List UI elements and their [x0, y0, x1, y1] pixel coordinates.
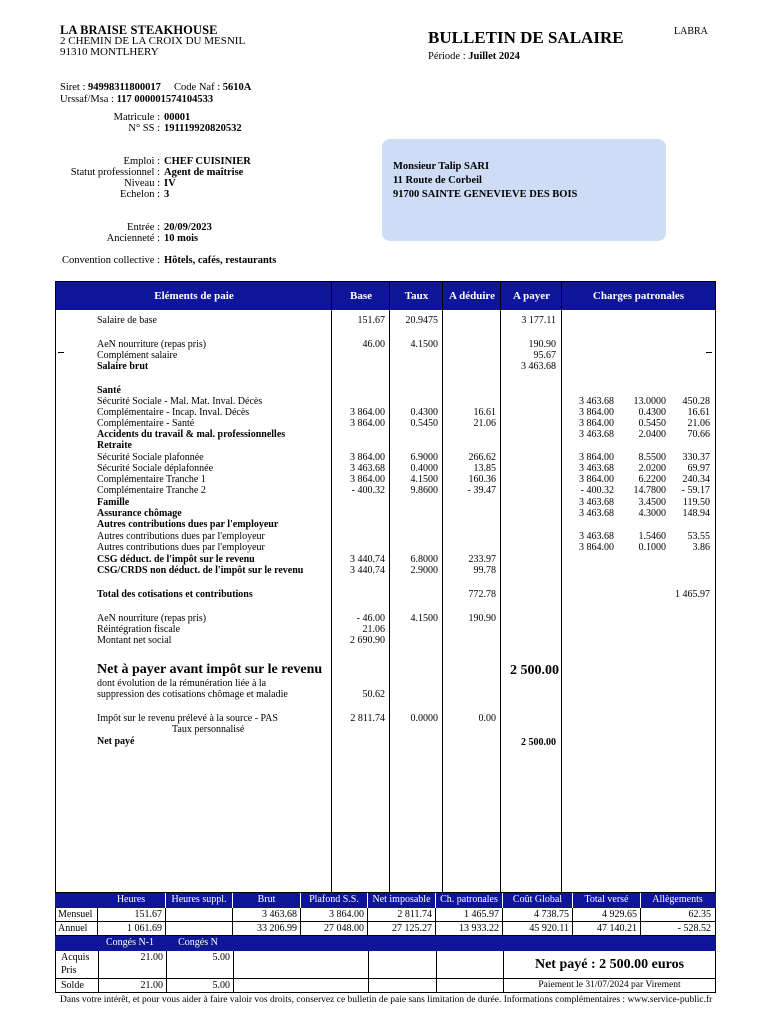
matricule-value: 00001	[164, 112, 191, 123]
mensuel-cell	[165, 908, 232, 921]
matricule-row	[0, 112, 190, 123]
row-patronal-montant: - 59.17	[681, 485, 710, 496]
row-label: Salaire brut	[97, 361, 149, 372]
mensuel-cell: 62.35	[640, 908, 714, 921]
summary-header-cell: Heures suppl.	[165, 893, 232, 908]
row-patronal-taux: 0.4300	[638, 407, 666, 418]
row-patronal-montant: 69.97	[687, 463, 710, 474]
col-divider	[389, 282, 390, 892]
net-paye-label: Net payé	[97, 736, 135, 747]
empty-cell	[233, 951, 368, 978]
empty-cell	[436, 979, 503, 992]
annuel-cell: 1 061.69	[97, 922, 165, 935]
mensuel-cell: 4 738.75	[502, 908, 572, 921]
row-patronal-taux: 2.0400	[638, 429, 666, 440]
summary-header	[55, 893, 716, 908]
row-patronal-base: 3 864.00	[579, 452, 614, 463]
row-base: 46.00	[362, 339, 385, 350]
annuel-cell: 27 048.00	[300, 922, 367, 935]
row-taux: 0.4000	[410, 463, 438, 474]
header-elements: Eléments de paie	[154, 290, 234, 302]
row-label: Complémentaire Tranche 1	[97, 474, 206, 485]
row-patronal-montant: 119.50	[682, 497, 710, 508]
row-patronal-taux: 0.1000	[638, 542, 666, 553]
period-label: Période :	[428, 51, 466, 62]
emploi-row	[0, 156, 251, 167]
row-label: Autres contributions dues par l'employeur	[97, 531, 265, 542]
summary-header-cell: Ch. patronales	[435, 893, 502, 908]
annuel-cell: - 528.52	[640, 922, 714, 935]
niveau-value: IV	[164, 178, 176, 189]
mensuel-cell: 1 465.97	[435, 908, 502, 921]
addressee-name: Monsieur Talip SARI	[393, 161, 490, 172]
row-base: 3 864.00	[350, 474, 385, 485]
row-patronal-base: 3 463.68	[579, 396, 614, 407]
convention-row	[0, 255, 276, 266]
acquis-n: 5.00	[166, 951, 233, 978]
mensuel-cell: 151.67	[97, 908, 165, 921]
pas-label: Impôt sur le revenu prélevé à la source - PAS	[97, 713, 278, 724]
siret-value: 94998311800017	[88, 82, 161, 93]
row-base: - 46.00	[356, 613, 385, 624]
evolution-line1: dont évolution de la rémunération liée à la	[97, 678, 267, 689]
row-label: Complémentaire Tranche 2	[97, 485, 206, 496]
empty-cell	[368, 979, 436, 992]
payslip-table-header	[56, 282, 715, 310]
employer-identifiers	[60, 82, 251, 106]
mensuel-cell: 4 929.65	[572, 908, 640, 921]
empty-cell	[233, 979, 368, 992]
row-patronal-taux: 1.5460	[638, 531, 666, 542]
acquis-label-1: Acquis	[61, 952, 90, 963]
row-base: 3 864.00	[350, 452, 385, 463]
emploi-label: Emploi :	[123, 156, 160, 167]
company-name: LA BRAISE STEAKHOUSE	[60, 23, 218, 37]
row-label: Autres contributions dues par l'employeur	[97, 542, 265, 553]
siret-label: Siret :	[60, 82, 86, 93]
header-payer: A payer	[513, 290, 550, 302]
ss-row	[0, 123, 242, 134]
row-patronal-taux: 4.3000	[638, 508, 666, 519]
row-deduire: 21.06	[473, 418, 496, 429]
row-base: 3 440.74	[350, 565, 385, 576]
row-label: Complément salaire	[97, 350, 178, 361]
row-label: Sécurité Sociale - Mal. Mat. Inval. Décès	[97, 396, 263, 407]
row-deduire: 772.78	[468, 589, 496, 600]
company-address-line2: 91310 MONTLHERY	[60, 46, 159, 58]
annuel-cell: 47 140.21	[572, 922, 640, 935]
period	[428, 51, 520, 62]
pas-taux: 0.0000	[410, 713, 438, 724]
row-patronal-base: 3 864.00	[579, 474, 614, 485]
urssaf-value: 117 000001574104533	[116, 94, 214, 105]
conges-row-solde	[55, 979, 716, 993]
row-patronal-montant: 330.37	[682, 452, 710, 463]
row-patronal-taux: 13.0000	[633, 396, 666, 407]
statut-value: Agent de maîtrise	[164, 167, 244, 178]
annuel-cell: 13 933.22	[435, 922, 502, 935]
payslip-table	[55, 281, 716, 893]
statut-row	[0, 167, 243, 178]
row-patronal-taux: 14.7800	[633, 485, 666, 496]
row-taux: 4.1500	[410, 474, 438, 485]
row-deduire: 13.85	[473, 463, 496, 474]
col-divider	[561, 282, 562, 892]
row-label: Accidents du travail & mal. professionnelles	[97, 429, 286, 440]
row-deduire: 99.78	[473, 565, 496, 576]
summary-header-cell: Heures	[116, 894, 146, 905]
col-divider	[500, 282, 501, 892]
row-base: 21.06	[362, 624, 385, 635]
summary-header-cell: Net imposable	[367, 893, 435, 908]
summary-header-cell: Coût Global	[502, 893, 572, 908]
row-base: 3 440.74	[350, 554, 385, 565]
header-deduire: A déduire	[449, 290, 495, 302]
annuel-label: Annuel	[58, 923, 88, 934]
addressee-street: 11 Route de Corbeil	[393, 175, 482, 186]
net-paye-total: Net payé : 2 500.00 euros	[503, 951, 715, 978]
emploi-value: CHEF CUISINIER	[164, 156, 251, 167]
naf-value: 5610A	[222, 82, 252, 93]
anciennete-row	[0, 233, 198, 244]
entree-label: Entrée :	[127, 222, 160, 233]
row-taux: 6.8000	[410, 554, 438, 565]
row-patronal-taux: 8.5500	[638, 452, 666, 463]
summary-header-cell: Brut	[232, 893, 300, 908]
mensuel-label: Mensuel	[58, 909, 93, 920]
row-payer: 3 177.11	[521, 315, 556, 326]
statut-label: Statut professionnel :	[70, 167, 160, 178]
row-patronal-taux: 6.2200	[638, 474, 666, 485]
company-code: LABRA	[674, 26, 708, 37]
row-patronal-base: 3 864.00	[579, 542, 614, 553]
row-label: CSG déduct. de l'impôt sur le revenu	[97, 554, 255, 565]
row-label: Total des cotisations et contributions	[97, 589, 253, 600]
row-label: Réintégration fiscale	[97, 624, 181, 635]
row-patronal-base: 3 463.68	[579, 463, 614, 474]
row-deduire: 233.97	[468, 554, 496, 565]
mensuel-cell: 3 864.00	[300, 908, 367, 921]
row-patronal-base: 3 463.68	[579, 531, 614, 542]
row-base: 2 690.90	[350, 635, 385, 646]
solde-label: Solde	[61, 980, 84, 991]
row-deduire: 190.90	[468, 613, 496, 624]
payment-note: Paiement le 31/07/2024 par Virement	[503, 979, 715, 992]
net-paye-value: 2 500.00	[521, 737, 556, 748]
row-taux: 0.4300	[410, 407, 438, 418]
row-label: Sécurité Sociale déplafonnée	[97, 463, 214, 474]
row-taux: 0.5450	[410, 418, 438, 429]
row-label: Retraite	[97, 440, 132, 451]
company-address-line1: 2 CHEMIN DE LA CROIX DU MESNIL	[60, 35, 246, 47]
acquis-n1: 21.00	[98, 951, 166, 978]
summary-row-mensuel	[55, 908, 716, 922]
ss-value: 191119920820532	[164, 123, 242, 134]
row-patronal-base: 3 864.00	[579, 418, 614, 429]
row-taux: 20.9475	[405, 315, 438, 326]
document-title: BULLETIN DE SALAIRE	[428, 28, 624, 47]
evolution-line2: suppression des cotisations chômage et maladie	[97, 689, 288, 700]
conges-row-acquis	[55, 951, 716, 979]
row-label: Sécurité Sociale plafonnée	[97, 452, 204, 463]
summary-header-cell: Plafond S.S.	[300, 893, 367, 908]
entree-value: 20/09/2023	[164, 222, 212, 233]
echelon-row	[0, 189, 169, 200]
row-base: 3 864.00	[350, 418, 385, 429]
matricule-label: Matricule :	[113, 112, 160, 123]
summary-header-cell: Total versé	[572, 893, 640, 908]
row-patronal-base: 3 463.68	[579, 429, 614, 440]
row-patronal-montant: 3.86	[692, 542, 710, 553]
conges-header	[55, 936, 716, 951]
anciennete-value: 10 mois	[164, 233, 199, 244]
row-base: - 400.32	[351, 485, 385, 496]
header-base: Base	[350, 290, 372, 302]
net-before-tax-value: 2 500.00	[510, 663, 559, 678]
row-label: AeN nourriture (repas pris)	[97, 339, 207, 350]
summary-header-cell: Allègements	[640, 893, 714, 908]
header-taux: Taux	[404, 290, 429, 302]
row-label: Assurance chômage	[97, 508, 182, 519]
row-patronal-taux: 2.0200	[638, 463, 666, 474]
convention-label: Convention collective :	[62, 255, 160, 266]
row-label: AeN nourriture (repas pris)	[97, 613, 207, 624]
row-base: 3 864.00	[350, 407, 385, 418]
row-patronal-base: 3 463.68	[579, 497, 614, 508]
row-deduire: 16.61	[473, 407, 496, 418]
row-label: CSG/CRDS non déduct. de l'impôt sur le revenu	[97, 565, 304, 576]
acquis-label-2: Pris	[61, 965, 77, 976]
mensuel-cell: 3 463.68	[232, 908, 300, 921]
row-patronal-montant: 21.06	[687, 418, 710, 429]
empty-cell	[436, 951, 503, 978]
taux-personnalise: Taux personnalisé	[172, 724, 245, 735]
row-label: Santé	[97, 385, 121, 396]
row-patronal-taux: 0.5450	[638, 418, 666, 429]
row-taux: 2.9000	[410, 565, 438, 576]
row-patronal-taux: 3.4500	[638, 497, 666, 508]
row-taux: 4.1500	[410, 613, 438, 624]
row-deduire: 160.36	[468, 474, 496, 485]
net-before-tax-label: Net à payer avant impôt sur le revenu	[97, 662, 323, 677]
entree-row	[0, 222, 212, 233]
addressee-city: 91700 SAINTE GENEVIEVE DES BOIS	[393, 189, 578, 200]
convention-value: Hôtels, cafés, restaurants	[164, 255, 277, 266]
col-divider	[442, 282, 443, 892]
row-taux: 4.1500	[410, 339, 438, 350]
anciennete-label: Ancienneté :	[106, 233, 160, 244]
row-label: Salaire de base	[97, 315, 157, 326]
niveau-label: Niveau :	[124, 178, 160, 189]
solde-n: 5.00	[166, 979, 233, 992]
naf-label: Code Naf :	[174, 82, 221, 93]
annuel-cell: 33 206.99	[232, 922, 300, 935]
row-label: Autres contributions dues par l'employeur	[97, 519, 279, 530]
empty-cell	[368, 951, 436, 978]
acquis-label	[61, 951, 97, 978]
row-taux: 6.9000	[410, 452, 438, 463]
solde-n1: 21.00	[98, 979, 166, 992]
row-patronal-montant: 16.61	[687, 407, 710, 418]
annuel-cell: 27 125.27	[367, 922, 435, 935]
ss-label: N° SS :	[128, 123, 160, 134]
row-deduire: - 39.47	[467, 485, 496, 496]
row-patronal-montant: 450.28	[682, 396, 710, 407]
row-patronal-montant: 148.94	[682, 508, 710, 519]
row-deduire: 266.62	[468, 452, 496, 463]
evolution-value: 50.62	[362, 689, 385, 700]
annuel-cell	[165, 922, 232, 935]
row-base: 3 463.68	[350, 463, 385, 474]
mensuel-cell: 2 811.74	[367, 908, 435, 921]
row-payer: 95.67	[533, 350, 556, 361]
company-address	[60, 36, 245, 58]
row-patronal-base: - 400.32	[580, 485, 614, 496]
row-patronal-montant: 1 465.97	[675, 589, 710, 600]
summary-row-annuel	[55, 922, 716, 936]
urssaf-label: Urssaf/Msa :	[60, 94, 114, 105]
footer-note: Dans votre intérêt, et pour vous aider à faire valoir vos droits, conservez ce bulletin de paie sans limitation de durée. Informations complémentaires : www.service-public.fr	[60, 995, 713, 1005]
row-patronal-montant: 240.34	[682, 474, 710, 485]
pas-deduire: 0.00	[478, 713, 496, 724]
echelon-label: Echelon :	[120, 189, 160, 200]
row-taux: 9.8600	[410, 485, 438, 496]
echelon-value: 3	[164, 189, 170, 200]
row-label: Complémentaire - Santé	[97, 418, 195, 429]
row-patronal-base: 3 463.68	[579, 508, 614, 519]
row-base: 151.67	[357, 315, 385, 326]
row-label: Famille	[97, 497, 130, 508]
niveau-row	[0, 178, 176, 189]
row-payer: 190.90	[528, 339, 556, 350]
addressee-box	[382, 139, 666, 241]
col-divider	[331, 282, 332, 892]
row-label: Montant net social	[97, 635, 172, 646]
conges-n-header: Congés N	[178, 937, 218, 948]
row-patronal-base: 3 864.00	[579, 407, 614, 418]
row-patronal-montant: 70.66	[687, 429, 710, 440]
header-patronales: Charges patronales	[592, 290, 685, 302]
row-label: Complémentaire - Incap. Inval. Décès	[97, 407, 250, 418]
annuel-cell: 45 920.11	[502, 922, 572, 935]
conges-n1-header: Congés N-1	[105, 937, 155, 948]
pas-base: 2 811.74	[350, 713, 385, 724]
row-patronal-montant: 53.55	[687, 531, 710, 542]
period-value: Juillet 2024	[468, 51, 520, 62]
row-payer: 3 463.68	[521, 361, 556, 372]
